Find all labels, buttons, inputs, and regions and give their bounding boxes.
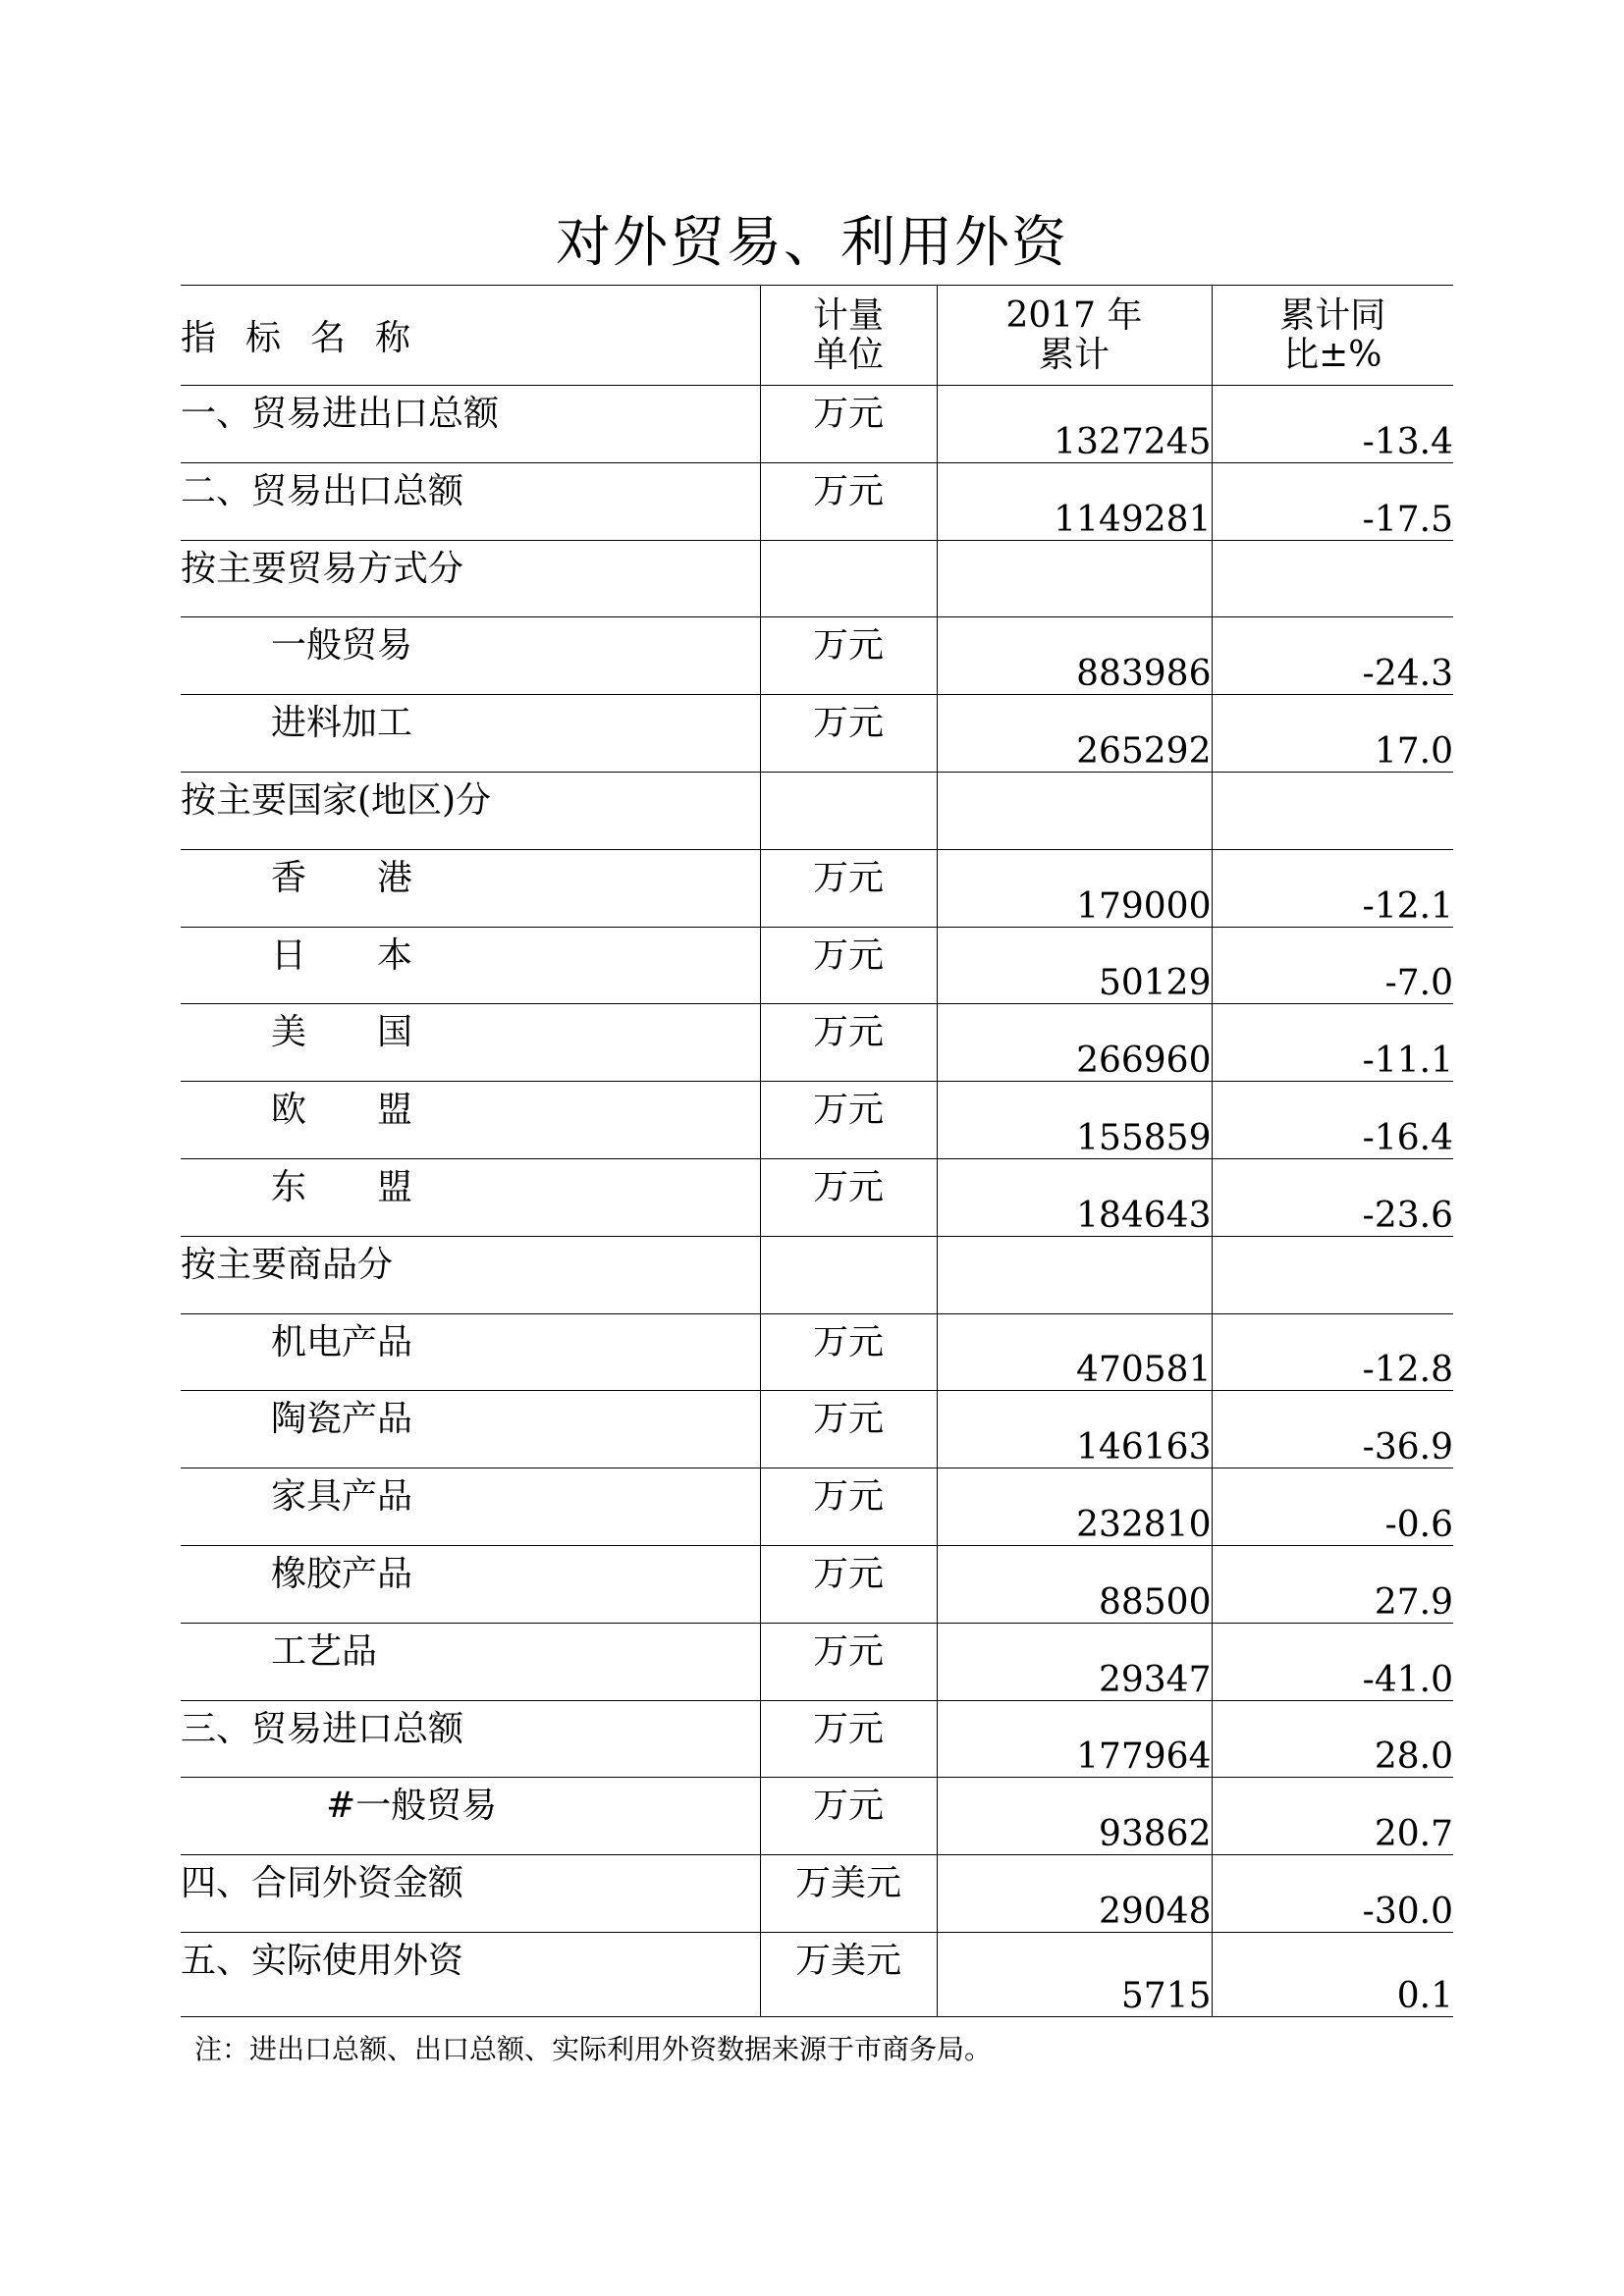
header-value-line1: 2017 年	[1005, 294, 1143, 336]
table-row	[181, 1623, 1453, 1700]
row-value: 1149281	[937, 462, 1212, 540]
header-cumulative-value	[937, 286, 1212, 386]
row-name: 四、合同外资金额	[181, 1863, 464, 1904]
row-name: 东 盟	[271, 1166, 413, 1207]
header-unit-line1: 计量	[812, 294, 884, 336]
row-pct: 28.0	[1212, 1700, 1453, 1778]
table-row	[181, 1855, 1453, 1933]
row-name: 按主要贸易方式分	[181, 548, 464, 589]
table-row	[181, 927, 1453, 1004]
row-pct: 20.7	[1212, 1778, 1453, 1855]
row-pct: -23.6	[1212, 1158, 1453, 1236]
row-value: 29347	[937, 1623, 1212, 1700]
row-unit: 万元	[760, 695, 937, 773]
row-name: 一、贸易进出口总额	[181, 394, 500, 434]
table-row	[181, 617, 1453, 695]
row-name: 二、贸易出口总额	[181, 470, 464, 511]
row-pct	[1212, 772, 1453, 849]
row-unit: 万元	[760, 1468, 937, 1546]
row-value: 29048	[937, 1855, 1212, 1933]
table-header-row	[181, 286, 1453, 386]
table-row	[181, 695, 1453, 773]
row-name: 进料加工	[271, 703, 413, 744]
row-value: 883986	[937, 617, 1212, 695]
row-name: 日 本	[271, 934, 413, 976]
row-value: 184643	[937, 1158, 1212, 1236]
row-value: 232810	[937, 1468, 1212, 1546]
row-pct: -17.5	[1212, 462, 1453, 540]
row-value	[937, 772, 1212, 849]
row-name: 陶瓷产品	[271, 1399, 413, 1440]
row-pct: 27.9	[1212, 1545, 1453, 1623]
row-name: 一般贸易	[271, 625, 413, 667]
table-row-section	[181, 1236, 1453, 1313]
table-row	[181, 1468, 1453, 1546]
table-row	[181, 1082, 1453, 1159]
row-name: 香 港	[271, 857, 413, 898]
row-value: 93862	[937, 1778, 1212, 1855]
table-row-section	[181, 772, 1453, 849]
header-indicator-name: 指标名称	[181, 318, 441, 358]
header-unit	[760, 286, 937, 386]
table-row	[181, 462, 1453, 540]
table-row	[181, 1391, 1453, 1468]
row-unit: 万元	[760, 1158, 937, 1236]
row-value: 146163	[937, 1391, 1212, 1468]
row-value: 266960	[937, 1004, 1212, 1082]
row-name: 三、贸易进口总额	[181, 1708, 464, 1749]
table-row	[181, 1778, 1453, 1855]
row-unit: 万元	[760, 849, 937, 927]
row-pct: -7.0	[1212, 927, 1453, 1004]
row-value: 470581	[937, 1313, 1212, 1391]
row-value: 179000	[937, 849, 1212, 927]
table-row	[181, 1932, 1453, 2016]
row-value: 265292	[937, 695, 1212, 773]
source-note: 注：进出口总额、出口总额、实际利用外资数据来源于市商务局。	[194, 2033, 993, 2065]
row-name: 工艺品	[271, 1630, 378, 1672]
row-unit: 万元	[760, 462, 937, 540]
row-unit	[760, 1236, 937, 1313]
table-row	[181, 1545, 1453, 1623]
row-unit: 万元	[760, 1004, 937, 1082]
row-unit: 万美元	[760, 1855, 937, 1933]
row-name: 五、实际使用外资	[181, 1940, 464, 1981]
table-row	[181, 386, 1453, 463]
row-pct: -41.0	[1212, 1623, 1453, 1700]
row-pct: -12.1	[1212, 849, 1453, 927]
row-pct	[1212, 1236, 1453, 1313]
row-pct: -0.6	[1212, 1468, 1453, 1546]
row-name: 欧 盟	[271, 1090, 413, 1131]
row-unit	[760, 540, 937, 617]
row-value: 50129	[937, 927, 1212, 1004]
table-row-section	[181, 540, 1453, 617]
row-name: #一般贸易	[326, 1786, 498, 1827]
row-value: 5715	[937, 1932, 1212, 2016]
row-unit: 万元	[760, 386, 937, 463]
table-row	[181, 1700, 1453, 1778]
row-value	[937, 540, 1212, 617]
row-name: 橡胶产品	[271, 1553, 413, 1594]
page-title: 对外贸易、利用外资	[556, 211, 1068, 275]
row-unit: 万元	[760, 617, 937, 695]
table-row	[181, 1313, 1453, 1391]
table-row	[181, 849, 1453, 927]
row-unit: 万元	[760, 1623, 937, 1700]
table-row	[181, 1158, 1453, 1236]
row-pct: -12.8	[1212, 1313, 1453, 1391]
trade-statistics-table	[181, 285, 1453, 2017]
row-pct: -24.3	[1212, 617, 1453, 695]
row-pct: -13.4	[1212, 386, 1453, 463]
row-unit: 万元	[760, 1082, 937, 1159]
row-pct: 0.1	[1212, 1932, 1453, 2016]
row-unit	[760, 772, 937, 849]
header-yoy-percent	[1212, 286, 1453, 386]
header-pct-line2: 比±%	[1283, 334, 1382, 375]
row-value: 155859	[937, 1082, 1212, 1159]
header-pct-line1: 累计同	[1279, 294, 1386, 336]
row-name: 美 国	[271, 1012, 413, 1053]
row-value: 1327245	[937, 386, 1212, 463]
row-unit: 万元	[760, 1545, 937, 1623]
row-unit: 万元	[760, 1700, 937, 1778]
row-pct: -36.9	[1212, 1391, 1453, 1468]
row-unit: 万元	[760, 1313, 937, 1391]
row-unit: 万美元	[760, 1932, 937, 2016]
row-name: 家具产品	[271, 1476, 413, 1518]
row-value: 88500	[937, 1545, 1212, 1623]
row-name: 机电产品	[271, 1321, 413, 1362]
row-unit: 万元	[760, 1391, 937, 1468]
row-unit: 万元	[760, 1778, 937, 1855]
row-pct	[1212, 540, 1453, 617]
header-unit-line2: 单位	[812, 334, 884, 375]
row-value	[937, 1236, 1212, 1313]
row-name: 按主要国家(地区)分	[181, 779, 492, 821]
row-pct: 17.0	[1212, 695, 1453, 773]
row-pct: -16.4	[1212, 1082, 1453, 1159]
row-pct: -30.0	[1212, 1855, 1453, 1933]
row-name: 按主要商品分	[181, 1244, 394, 1285]
row-value: 177964	[937, 1700, 1212, 1778]
row-pct: -11.1	[1212, 1004, 1453, 1082]
header-value-line2: 累计	[1038, 334, 1110, 375]
table-row	[181, 1004, 1453, 1082]
row-unit: 万元	[760, 927, 937, 1004]
